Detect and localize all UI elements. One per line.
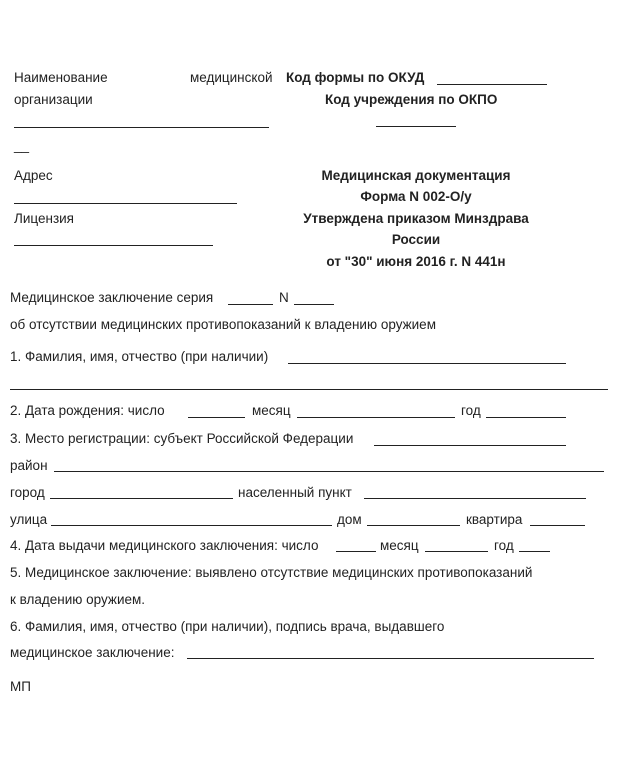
issue-year-label: год <box>494 538 514 553</box>
approved-line: Утверждена приказом Минздрава <box>303 211 529 226</box>
series-line[interactable] <box>228 304 273 305</box>
city-line[interactable] <box>50 498 233 499</box>
district-label: район <box>10 458 48 473</box>
birth-day-line[interactable] <box>188 417 245 418</box>
address-label: Адрес <box>14 168 53 183</box>
street-label: улица <box>10 512 48 527</box>
org-name-label-2: медицинской <box>190 70 273 85</box>
issue-month-line[interactable] <box>425 551 488 552</box>
birth-year-label: год <box>461 403 481 418</box>
region-line[interactable] <box>374 445 566 446</box>
settlement-label: населенный пункт <box>238 485 352 500</box>
country-line: России <box>391 232 441 247</box>
settlement-line[interactable] <box>364 498 586 499</box>
okud-line[interactable] <box>437 84 547 85</box>
org-name-label: Наименование <box>14 70 108 85</box>
org-name-line[interactable] <box>14 127 269 128</box>
issue-year-line[interactable] <box>519 551 550 552</box>
fio-line[interactable] <box>288 363 566 364</box>
org-label-line2: организации <box>14 92 93 107</box>
item6-continuation: медицинское заключение: <box>10 645 175 660</box>
address-line[interactable] <box>14 203 237 204</box>
absence-line: об отсутствии медицинских противопоказаний к владению оружием <box>10 317 436 332</box>
district-line[interactable] <box>54 471 604 472</box>
license-line[interactable] <box>14 245 213 246</box>
item3-label: 3. Место регистрации: субъект Российской Федерации <box>10 431 354 446</box>
birth-month-line[interactable] <box>297 417 455 418</box>
fio-line-2[interactable] <box>10 389 608 390</box>
issue-day-line[interactable] <box>336 551 376 552</box>
signature-line[interactable] <box>187 658 594 659</box>
org-line-tail: __ <box>14 138 30 153</box>
item2-label: 2. Дата рождения: число <box>10 403 165 418</box>
flat-line[interactable] <box>530 525 585 526</box>
house-label: дом <box>337 512 362 527</box>
number-label: N <box>279 290 289 305</box>
okpo-label: Код учреждения по ОКПО <box>325 92 498 107</box>
okpo-line[interactable] <box>376 126 456 127</box>
city-label: город <box>10 485 45 500</box>
item6-label: 6. Фамилия, имя, отчество (при наличии), подпись врача, выдавшего <box>10 619 445 634</box>
approval-date: от "30" июня 2016 г. N 441н <box>326 254 506 269</box>
license-label: Лицензия <box>14 211 74 226</box>
birth-year-line[interactable] <box>486 417 566 418</box>
house-line[interactable] <box>367 525 460 526</box>
item5-continuation: к владению оружием. <box>10 592 146 607</box>
form-number: Форма N 002-О/у <box>360 189 472 204</box>
okud-label: Код формы по ОКУД <box>286 70 425 85</box>
item1-label: 1. Фамилия, имя, отчество (при наличии) <box>10 349 269 364</box>
number-line[interactable] <box>294 304 334 305</box>
issue-month-label: месяц <box>380 538 419 553</box>
item5-label: 5. Медицинское заключение: выявлено отсутствие медицинских противопоказаний <box>10 565 533 580</box>
street-line[interactable] <box>51 525 332 526</box>
flat-label: квартира <box>466 512 523 527</box>
birth-month-label: месяц <box>252 403 291 418</box>
stamp-label: МП <box>10 679 31 694</box>
doc-title: Медицинская документация <box>321 168 511 183</box>
conclusion-series-label: Медицинское заключение серия <box>10 290 214 305</box>
item4-label: 4. Дата выдачи медицинского заключения: число <box>10 538 319 553</box>
